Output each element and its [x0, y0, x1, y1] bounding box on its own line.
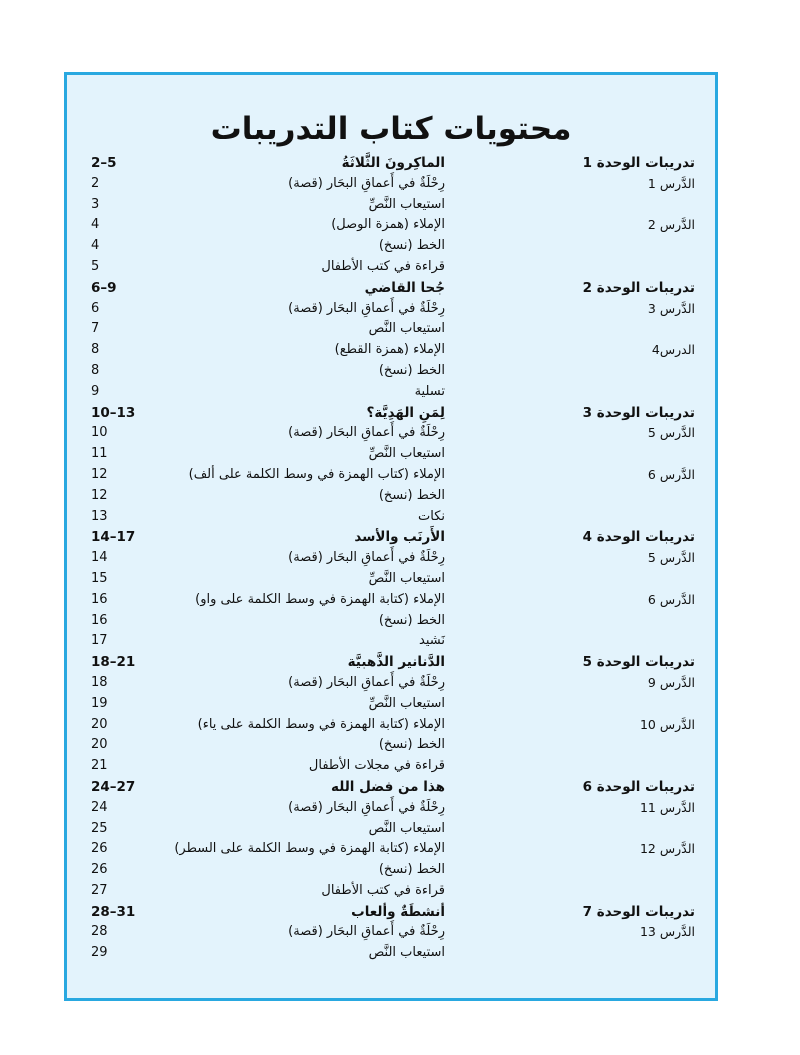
- row-topic: رِحْلَةٌ في أَعماقِ البحَار (قصة): [288, 175, 445, 191]
- lesson-row: [67, 236, 715, 257]
- row-label: الدَّرس 11: [639, 799, 695, 815]
- row-page-number: 21: [91, 758, 108, 774]
- row-page-number: 4: [91, 238, 100, 254]
- row-label: تدريبات الوحدة 1: [582, 155, 695, 171]
- row-label: الدَّرس 6: [647, 591, 695, 607]
- row-topic: استيعاب النَّصِّ: [368, 446, 445, 462]
- row-page-number: 10–13: [91, 404, 136, 421]
- lesson-row: [67, 174, 715, 195]
- row-page-number: 6: [91, 300, 100, 316]
- row-topic: الإملاء (همزة الوصل): [331, 217, 445, 233]
- unit-row: [67, 278, 715, 299]
- row-page-number: 26: [91, 841, 108, 857]
- row-page-number: 9: [91, 383, 100, 399]
- row-topic: رِحْلَةٌ في أَعماقِ البحَار (قصة): [288, 300, 445, 316]
- row-page-number: 8: [91, 342, 100, 358]
- row-label: الدَّرس 5: [647, 425, 695, 441]
- lesson-row: [67, 756, 715, 777]
- row-page-number: 14: [91, 550, 108, 566]
- lesson-row: [67, 444, 715, 465]
- row-label: تدريبات الوحدة 7: [582, 903, 695, 920]
- row-page-number: 16: [91, 612, 108, 628]
- row-page-number: 14–17: [91, 529, 136, 546]
- row-topic: جُحا القاضي: [364, 279, 445, 296]
- row-label: الدَّرس 2: [647, 217, 695, 233]
- row-topic: الإملاء (كتاب الهمزة في وسط الكلمة على ألف): [188, 466, 445, 482]
- row-topic: رِحْلَةٌ في أَعماقِ البحَار (قصة): [288, 924, 445, 940]
- lesson-row: [67, 839, 715, 860]
- lesson-row: [67, 465, 715, 486]
- row-topic: قراءة في كتب الأطفال: [321, 258, 445, 274]
- row-page-number: 12: [91, 487, 108, 503]
- row-page-number: 2: [91, 175, 100, 191]
- lesson-row: [67, 319, 715, 340]
- row-topic: هذا من فضل الله: [331, 778, 445, 795]
- unit-row: [67, 403, 715, 424]
- row-page-number: 10: [91, 425, 108, 441]
- lesson-row: [67, 340, 715, 361]
- row-page-number: 24–27: [91, 778, 136, 795]
- lesson-row: [67, 299, 715, 320]
- row-page-number: 3: [91, 196, 100, 212]
- row-label: تدريبات الوحدة 6: [582, 778, 695, 795]
- row-page-number: 28: [91, 924, 108, 940]
- row-topic: الخط (نسخ): [378, 238, 445, 254]
- row-label: الدَّرس 10: [639, 716, 695, 732]
- row-label: تدريبات الوحدة 3: [582, 404, 695, 421]
- unit-row: [67, 902, 715, 923]
- row-topic: الإملاء (كتابة الهمزة في وسط الكلمة على ياء): [197, 716, 445, 732]
- page-title: محتويات كتاب التدريبات: [210, 111, 572, 147]
- row-page-number: 19: [91, 695, 108, 711]
- row-page-number: 16: [91, 591, 108, 607]
- row-page-number: 25: [91, 820, 108, 836]
- row-topic: استيعاب النَّصِّ: [368, 695, 445, 711]
- row-label: الدَّرس 9: [647, 674, 695, 690]
- row-label: الدَّرس 3: [647, 300, 695, 316]
- contents-list: [67, 153, 715, 964]
- lesson-row: [67, 631, 715, 652]
- row-label: الدَّرس 1: [647, 175, 695, 191]
- lesson-row: [67, 922, 715, 943]
- row-topic: استيعاب النَّص: [368, 820, 445, 836]
- row-topic: قراءة في مجلات الأطفال: [308, 758, 445, 774]
- contents-frame: [64, 72, 718, 1001]
- row-topic: استيعاب النَّص: [368, 321, 445, 337]
- lesson-row: [67, 819, 715, 840]
- row-topic: الخط (نسخ): [378, 362, 445, 378]
- row-topic: رِحْلَةٌ في أَعماقِ البحَار (قصة): [288, 799, 445, 815]
- row-label: الدَّرس 13: [639, 924, 695, 940]
- row-page-number: 18: [91, 674, 108, 690]
- row-topic: تسلية: [414, 383, 445, 399]
- row-page-number: 5: [91, 258, 100, 274]
- unit-row: [67, 527, 715, 548]
- row-page-number: 24: [91, 799, 108, 815]
- row-page-number: 27: [91, 882, 108, 898]
- row-topic: لِمَنِ الهَدِيَّة؟: [366, 404, 445, 421]
- row-page-number: 17: [91, 633, 108, 649]
- lesson-row: [67, 361, 715, 382]
- lesson-row: [67, 569, 715, 590]
- row-topic: الدَّنانير الذَّهبيَّة: [347, 654, 445, 671]
- row-topic: الخط (نسخ): [378, 612, 445, 628]
- row-topic: رِحْلَةٌ في أَعماقِ البحَار (قصة): [288, 425, 445, 441]
- lesson-row: [67, 195, 715, 216]
- lesson-row: [67, 715, 715, 736]
- row-topic: الإملاء (كتابة الهمزة في وسط الكلمة على واو): [195, 591, 445, 607]
- lesson-row: [67, 548, 715, 569]
- lesson-row: [67, 423, 715, 444]
- row-topic: رِحْلَةٌ في أَعماقِ البحَار (قصة): [288, 674, 445, 690]
- row-topic: قراءة في كتب الأطفال: [321, 882, 445, 898]
- row-label: تدريبات الوحدة 4: [582, 529, 695, 546]
- unit-row: [67, 153, 715, 174]
- lesson-row: [67, 673, 715, 694]
- row-topic: الخط (نسخ): [378, 737, 445, 753]
- row-label: تدريبات الوحدة 2: [582, 279, 695, 296]
- lesson-row: [67, 486, 715, 507]
- lesson-row: [67, 382, 715, 403]
- row-page-number: 6–9: [91, 279, 117, 296]
- lesson-row: [67, 694, 715, 715]
- row-page-number: 7: [91, 321, 100, 337]
- row-label: الدَّرس 6: [647, 466, 695, 482]
- row-label: الدرس4: [651, 342, 695, 358]
- row-page-number: 26: [91, 862, 108, 878]
- row-topic: استيعاب النَّصِّ: [368, 570, 445, 586]
- row-topic: الإملاء (كتابة الهمزة في وسط الكلمة على السطر): [174, 841, 445, 857]
- row-label: تدريبات الوحدة 5: [582, 654, 695, 671]
- row-page-number: 28–31: [91, 903, 136, 920]
- row-topic: رِحْلَةٌ في أَعماقِ البحَار (قصة): [288, 550, 445, 566]
- lesson-row: [67, 860, 715, 881]
- row-page-number: 11: [91, 446, 108, 462]
- unit-row: [67, 777, 715, 798]
- lesson-row: [67, 215, 715, 236]
- lesson-row: [67, 611, 715, 632]
- row-page-number: 2–5: [91, 155, 117, 171]
- row-topic: الخط (نسخ): [378, 487, 445, 503]
- row-page-number: 15: [91, 570, 108, 586]
- row-topic: الخط (نسخ): [378, 862, 445, 878]
- row-label: الدَّرس 12: [639, 841, 695, 857]
- row-page-number: 13: [91, 508, 108, 524]
- row-topic: الإملاء (همزة القطع): [334, 342, 445, 358]
- row-page-number: 20: [91, 737, 108, 753]
- row-page-number: 29: [91, 945, 108, 961]
- row-topic: أنشطَةٌ وألعاب: [351, 903, 445, 920]
- row-page-number: 18–21: [91, 654, 136, 671]
- row-topic: استيعاب النَّص: [368, 945, 445, 961]
- row-topic: نكات: [418, 508, 445, 524]
- unit-row: [67, 652, 715, 673]
- row-topic: نَشيد: [419, 633, 445, 649]
- row-page-number: 8: [91, 362, 100, 378]
- row-label: الدَّرس 5: [647, 550, 695, 566]
- row-page-number: 12: [91, 466, 108, 482]
- row-topic: الأَرنَب والأسد: [354, 529, 445, 546]
- lesson-row: [67, 590, 715, 611]
- lesson-row: [67, 735, 715, 756]
- lesson-row: [67, 798, 715, 819]
- row-page-number: 20: [91, 716, 108, 732]
- lesson-row: [67, 507, 715, 528]
- lesson-row: [67, 881, 715, 902]
- row-page-number: 4: [91, 217, 100, 233]
- row-topic: الماكِرونَ الثَّلاثَةُ: [341, 155, 445, 171]
- lesson-row: [67, 943, 715, 964]
- lesson-row: [67, 257, 715, 278]
- row-topic: استيعاب النَّصِّ: [368, 196, 445, 212]
